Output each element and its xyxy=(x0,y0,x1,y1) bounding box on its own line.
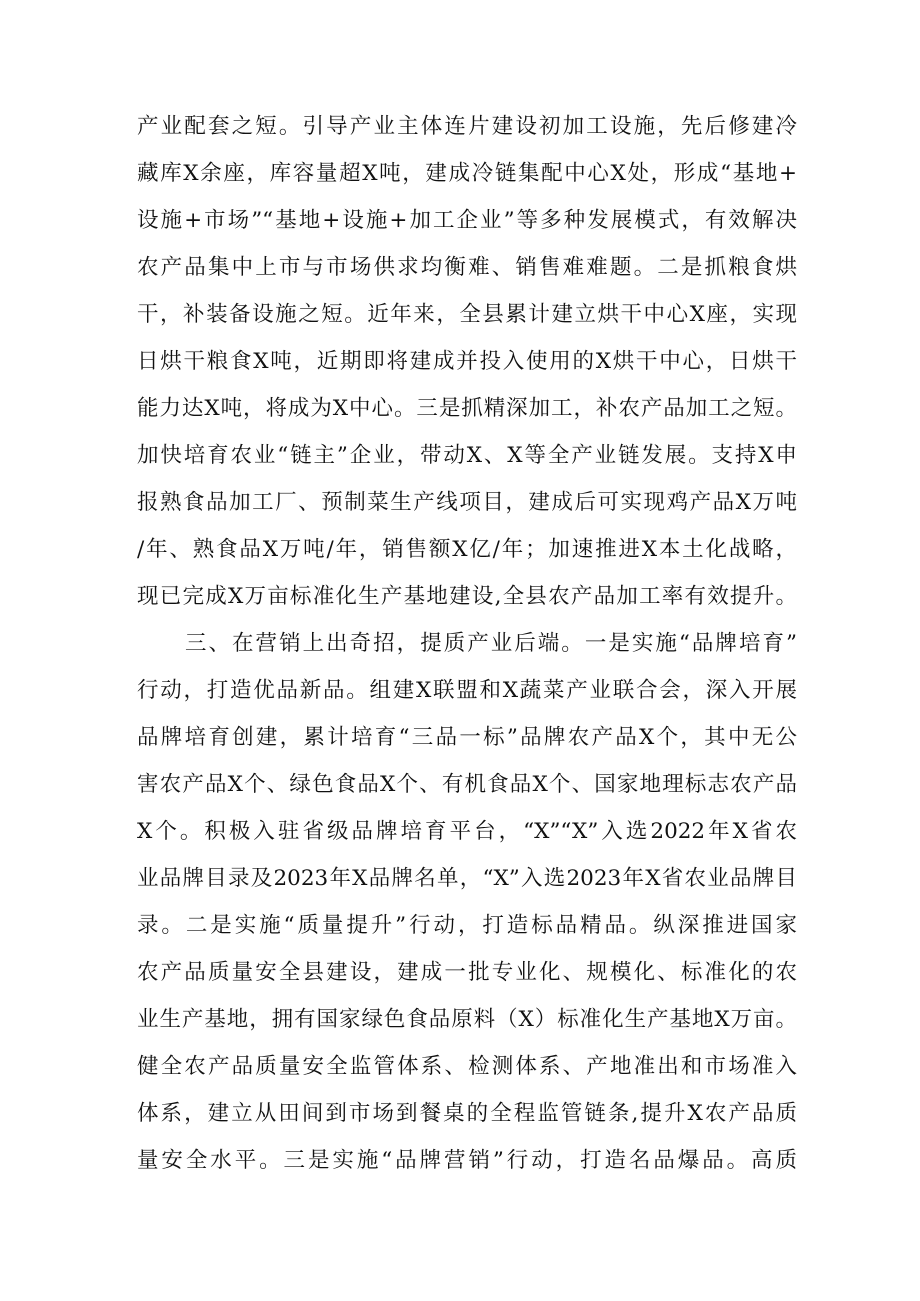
body-text-line: 健全农产品质量安全监管体系、检测体系、产地准出和市场准入 xyxy=(137,1054,797,1079)
body-text-line: 藏库X余座，库容量超X吨，建成冷链集配中心X处，形成“基地+ xyxy=(137,161,797,186)
body-text-line: 业生产基地，拥有国家绿色食品原料（X）标准化生产基地X万亩。 xyxy=(137,1007,797,1032)
body-text-line: 报熟食品加工厂、预制菜生产线项目，建成后可实现鸡产品X万吨 xyxy=(137,490,797,515)
body-text-line: 录。二是实施“质量提升”行动，打造标品精品。纵深推进国家 xyxy=(137,913,797,938)
body-text-line: 能力达X吨，将成为X中心。三是抓精深加工，补农产品加工之短。 xyxy=(137,396,797,421)
body-text-line: /年、熟食品X万吨/年，销售额X亿/年；加速推进X本土化战略， xyxy=(137,537,797,562)
body-text-line: 体系，建立从田间到市场到餐桌的全程监管链条,提升X农产品质 xyxy=(137,1101,797,1126)
body-text-line: 现已完成X万亩标准化生产基地建设,全县农产品加工率有效提升。 xyxy=(137,584,797,609)
body-text-line: 日烘干粮食X吨，近期即将建成并投入使用的X烘干中心，日烘干 xyxy=(137,349,797,374)
body-text-line: 加快培育农业“链主”企业，带动X、X等全产业链发展。支持X申 xyxy=(137,443,797,468)
body-text-line: 农产品集中上市与市场供求均衡难、销售难难题。二是抓粮食烘 xyxy=(137,255,797,280)
body-text-line: 行动，打造优品新品。组建X联盟和X蔬菜产业联合会，深入开展 xyxy=(137,678,797,703)
body-text-line: 设施+市场”“基地+设施+加工企业”等多种发展模式，有效解决 xyxy=(137,208,797,233)
body-text-line: 干，补装备设施之短。近年来，全县累计建立烘干中心X座，实现 xyxy=(137,302,797,327)
section-heading-line: 三、在营销上出奇招，提质产业后端。一是实施“品牌培育” xyxy=(185,631,797,656)
body-text-line: 品牌培育创建，累计培育“三品一标”品牌农产品X个，其中无公 xyxy=(137,725,797,750)
body-text-line: 害农产品X个、绿色食品X个、有机食品X个、国家地理标志农产品 xyxy=(137,772,797,797)
body-text-line: 产业配套之短。引导产业主体连片建设初加工设施，先后修建冷 xyxy=(137,114,797,139)
body-text-line: 量安全水平。三是实施“品牌营销”行动，打造名品爆品。高质 xyxy=(137,1148,797,1173)
body-text-line: X个。积极入驻省级品牌培育平台，“X”“X”入选2022年X省农 xyxy=(137,819,797,844)
body-text-line: 农产品质量安全县建设，建成一批专业化、规模化、标准化的农 xyxy=(137,960,797,985)
body-text-line: 业品牌目录及2023年X品牌名单，“X”入选2023年X省农业品牌目 xyxy=(137,866,797,891)
